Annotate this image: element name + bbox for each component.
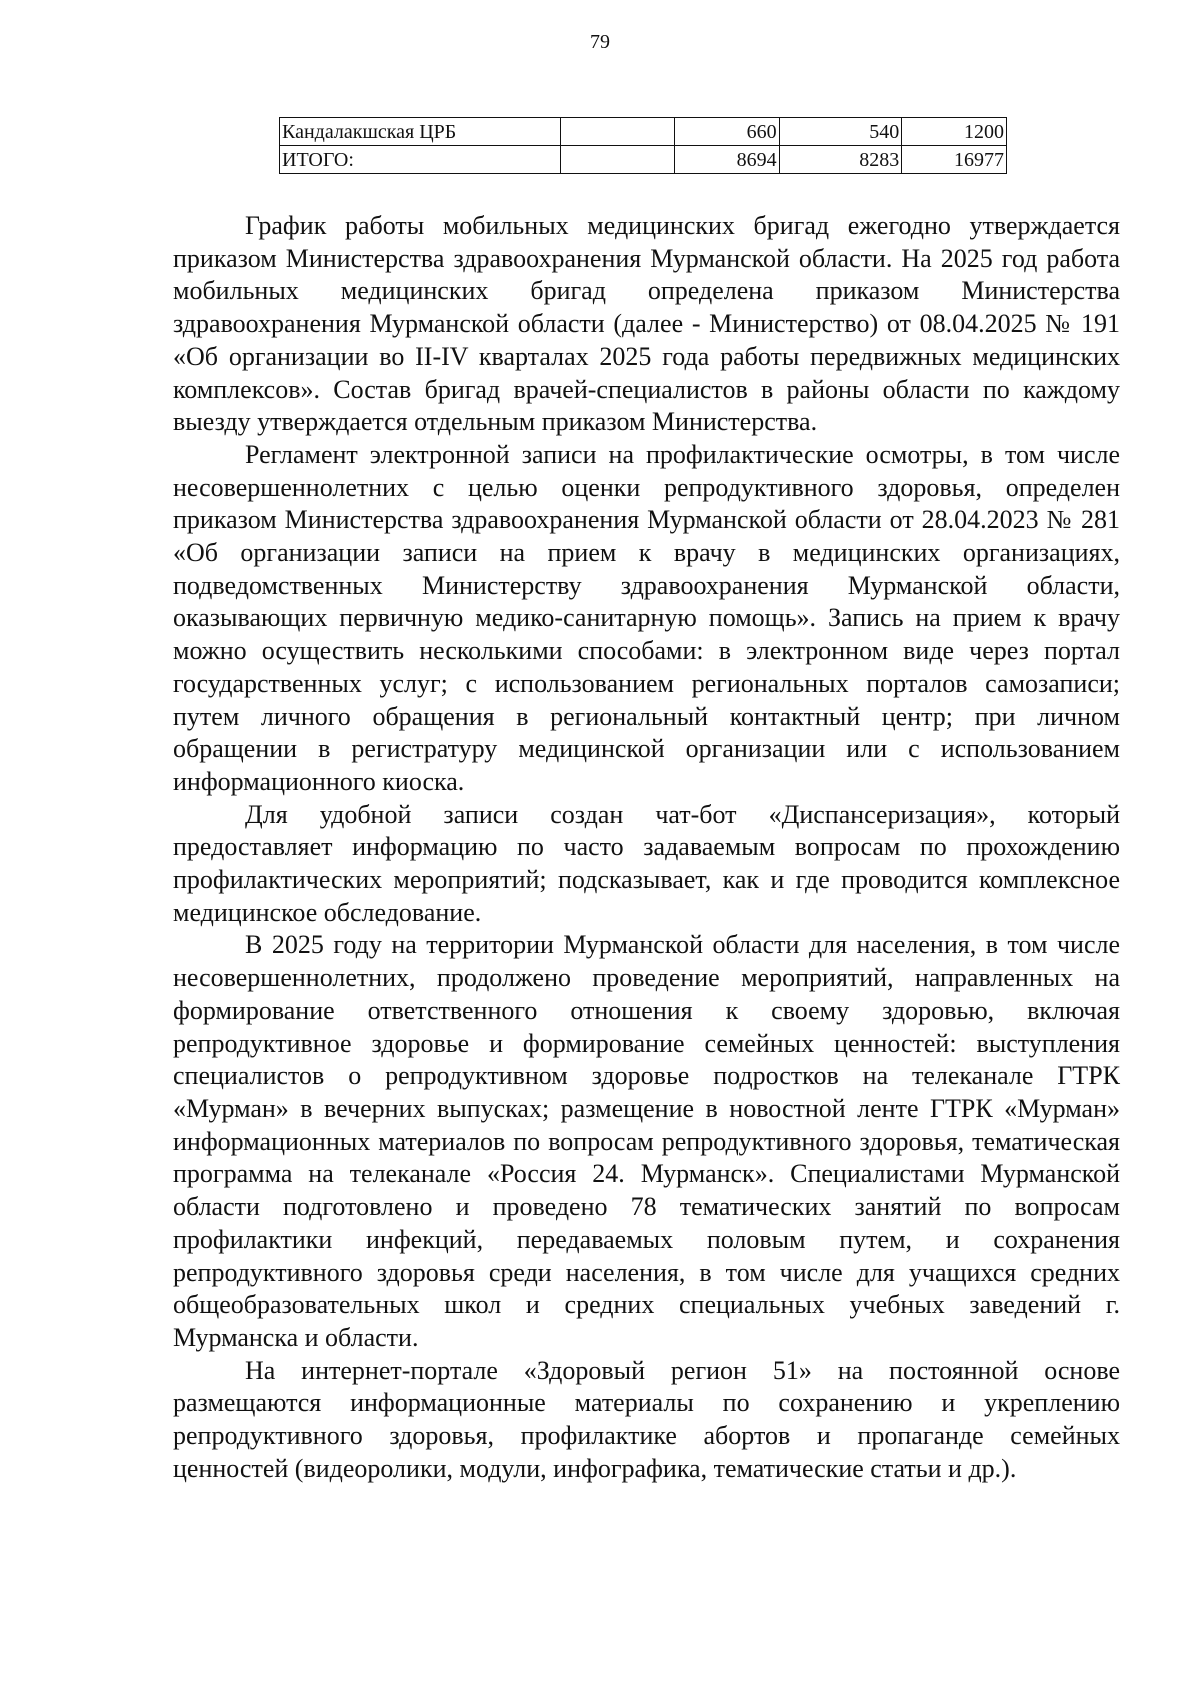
table-cell-value: 660: [674, 118, 779, 146]
paragraph-health-portal: На интернет-портале «Здоровый регион 51» на постоянной основе размещаются информационные материалы по сохранению и укреплению репродуктивного здоровья, профилактике абортов и пропаганде семейных ценностей (видеоролики, модули, инфографика, тематические статьи и др.).: [173, 1355, 1120, 1483]
table-cell-total: 1200: [902, 118, 1007, 146]
table-cell-value: 8283: [779, 146, 902, 174]
table-cell-empty: [561, 118, 675, 146]
table-cell-empty: [561, 146, 675, 174]
paragraph-chat-bot: Для удобной записи создан чат-бот «Диспансеризация», который предоставляет информацию по часто задаваемым вопросам по прохождению профилактических мероприятий; подсказывает, как и где проводится комплексное медицинское обследование.: [173, 799, 1120, 927]
paragraph-health-activities: В 2025 году на территории Мурманской области для населения, в том числе несовершеннолетних, продолжено проведение мероприятий, направленных на формирование ответственного отношения к своему здоровью, включая репродуктивное здоровье и формирование семейных ценностей: выступления специалистов о репродуктивном здоровье подростков на телеканале ГТРК «Мурман» в вечерних выпусках; размещение в новостной ленте ГТРК «Мурман» информационных материалов по вопросам репродуктивного здоровья, тематическая программа на телеканале «Россия 24. Мурманск». Специалистами Мурманской области подготовлено и проведено 78 тематических занятий по вопросам профилактики инфекций, передаваемых половым путем, и сохранения репродуктивного здоровья среди населения, в том числе для учащихся средних общеобразовательных школ и средних специальных учебных заведений г. Мурманска и области.: [173, 930, 1120, 1352]
table-row: [280, 118, 1007, 146]
table-cell-name: ИТОГО:: [280, 146, 561, 174]
paragraph-mobile-brigades: График работы мобильных медицинских бригад ежегодно утверждается приказом Министерства здравоохранения Мурманской области. На 2025 год работа мобильных медицинских бригад определена приказом Министерства здравоохранения Мурманской области (далее - Министерство) от 08.04.2025 № 191 «Об организации во II-IV кварталах 2025 года работы передвижных медицинских комплексов». Состав бригад врачей-специалистов в районы области по каждому выезду утверждается отдельным приказом Министерства.: [173, 211, 1120, 437]
table-cell-value: 540: [779, 118, 902, 146]
page-number: 79: [590, 31, 610, 53]
table-cell-value: 8694: [674, 146, 779, 174]
table-row: [280, 146, 1007, 174]
statistics-table: [279, 117, 1007, 174]
paragraph-electronic-registration: Регламент электронной записи на профилактические осмотры, в том числе несовершеннолетних с целью оценки репродуктивного здоровья, определен приказом Министерства здравоохранения Мурманской области от 28.04.2023 № 281 «Об организации записи на прием к врачу в медицинских организациях, подведомственных Министерству здравоохранения Мурманской области, оказывающих первичную медико-санитарную помощь». Запись на прием к врачу можно осуществить несколькими способами: в электронном виде через портал государственных услуг; с использованием региональных порталов самозаписи; путем личного обращения в региональный контактный центр; при личном обращении в регистратуру медицинской организации или с использованием информационного киоска.: [173, 439, 1120, 796]
table-cell-total: 16977: [902, 146, 1007, 174]
table-cell-name: Кандалакшская ЦРБ: [280, 118, 561, 146]
document-body: [173, 210, 1120, 1485]
